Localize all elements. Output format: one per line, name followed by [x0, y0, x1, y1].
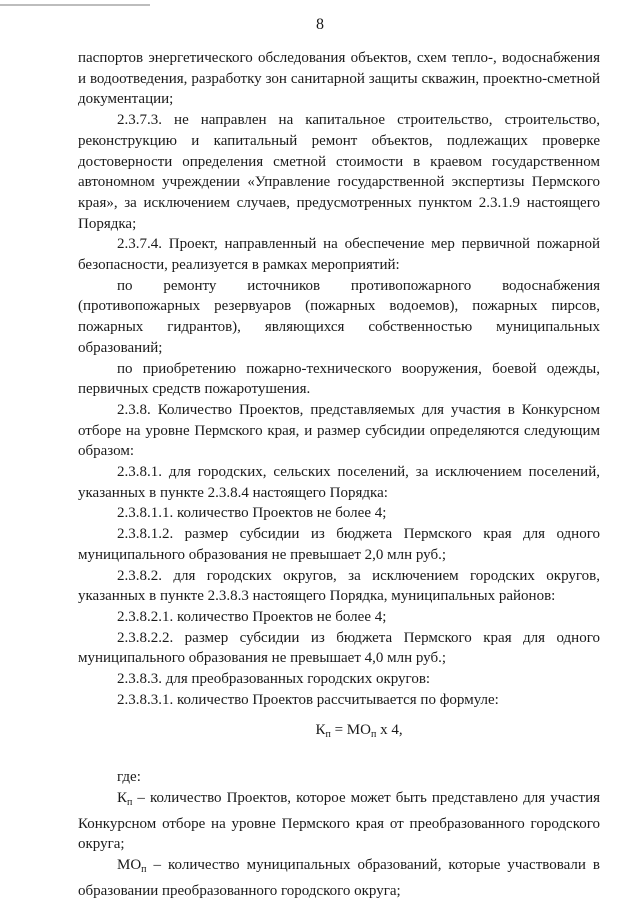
- formula: [78, 720, 600, 746]
- page-number: 8: [316, 16, 324, 33]
- formula-mo-subscript: п: [370, 728, 377, 740]
- paragraph-4: по ремонту источников противопожарного водоснабжения (противопожарных резервуаров (пожарных водоемов), пожарных пирсов, пожарных гидрантов), являющихся собственностью муниципальных образований;: [78, 277, 600, 356]
- paragraph-5: по приобретению пожарно-технического вооружения, боевой одежды, первичных средств пожаротушения.: [78, 360, 600, 398]
- paragraph-6: 2.3.8. Количество Проектов, представляемых для участия в Конкурсном отборе на уровне Пермского края, и размер субсидии определяются следующим образом:: [78, 401, 600, 460]
- definition-k-subscript: п: [127, 796, 133, 808]
- paragraph-13: 2.3.8.3. для преобразованных городских округов:: [117, 671, 431, 688]
- definition-mo-symbol: МО: [117, 857, 142, 874]
- paragraph-2: 2.3.7.3. не направлен на капитальное строительство, строительство, реконструкцию и капитальный ремонт объектов, подлежащих проверке достоверности определения сметной стоимости в краевом государственном автономном учреждении «Управление государственной экспертизы Пермского края», за исключением случаев, предусмотренных пунктом 2.3.1.9 настоящего Порядка;: [78, 112, 600, 232]
- paragraph-1: паспортов энергетического обследования объектов, схем тепло-, водоснабжения и водоотведения, разработку зон санитарной защиты скважин, проектно-сметной документации;: [78, 50, 600, 108]
- paragraph-11: 2.3.8.2.1. количество Проектов не более 4;: [117, 608, 387, 625]
- definition-mo-subscript: п: [141, 864, 147, 876]
- paragraph-12: 2.3.8.2.2. размер субсидии из бюджета Пермского края для одного муниципального образования не превышает 4,0 млн руб.;: [78, 629, 600, 667]
- paragraph-14: 2.3.8.3.1. количество Проектов рассчитывается по формуле:: [117, 691, 499, 708]
- paragraph-10: 2.3.8.2. для городских округов, за исключением городских округов, указанных в пункте 2.3.8.3 настоящего Порядка, муниципальных районов:: [78, 567, 600, 605]
- where-label: где:: [117, 769, 141, 786]
- paragraph-7: 2.3.8.1. для городских, сельских поселений, за исключением поселений, указанных в пункте 2.3.8.4 настоящего Порядка:: [78, 464, 600, 501]
- definition-k: [78, 788, 600, 855]
- formula-tail: х 4,: [376, 721, 403, 738]
- formula-equals: = МО: [330, 721, 371, 738]
- definition-k-symbol: К: [117, 789, 128, 806]
- definition-mo-text: – количество муниципальных образований, которые участвовали в образовании преобразованного городского округа;: [78, 857, 600, 899]
- document-body: [78, 48, 600, 901]
- paragraph-8: 2.3.8.1.1. количество Проектов не более 4;: [117, 505, 387, 522]
- definition-mo: [78, 855, 600, 901]
- paragraph-9: 2.3.8.1.2. размер субсидии из бюджета Пермского края для одного муниципального образования не превышает 2,0 млн руб.;: [78, 526, 600, 563]
- top-edge-line: [0, 4, 150, 6]
- paragraph-3: 2.3.7.4. Проект, направленный на обеспечение мер первичной пожарной безопасности, реализуется в рамках мероприятий:: [78, 236, 600, 274]
- formula-k-subscript: п: [325, 728, 331, 740]
- formula-k: К: [315, 721, 326, 738]
- definition-k-text: – количество Проектов, которое может быть представлено для участия Конкурсном отборе на уровне Пермского края от преобразованного городского округа;: [78, 789, 600, 853]
